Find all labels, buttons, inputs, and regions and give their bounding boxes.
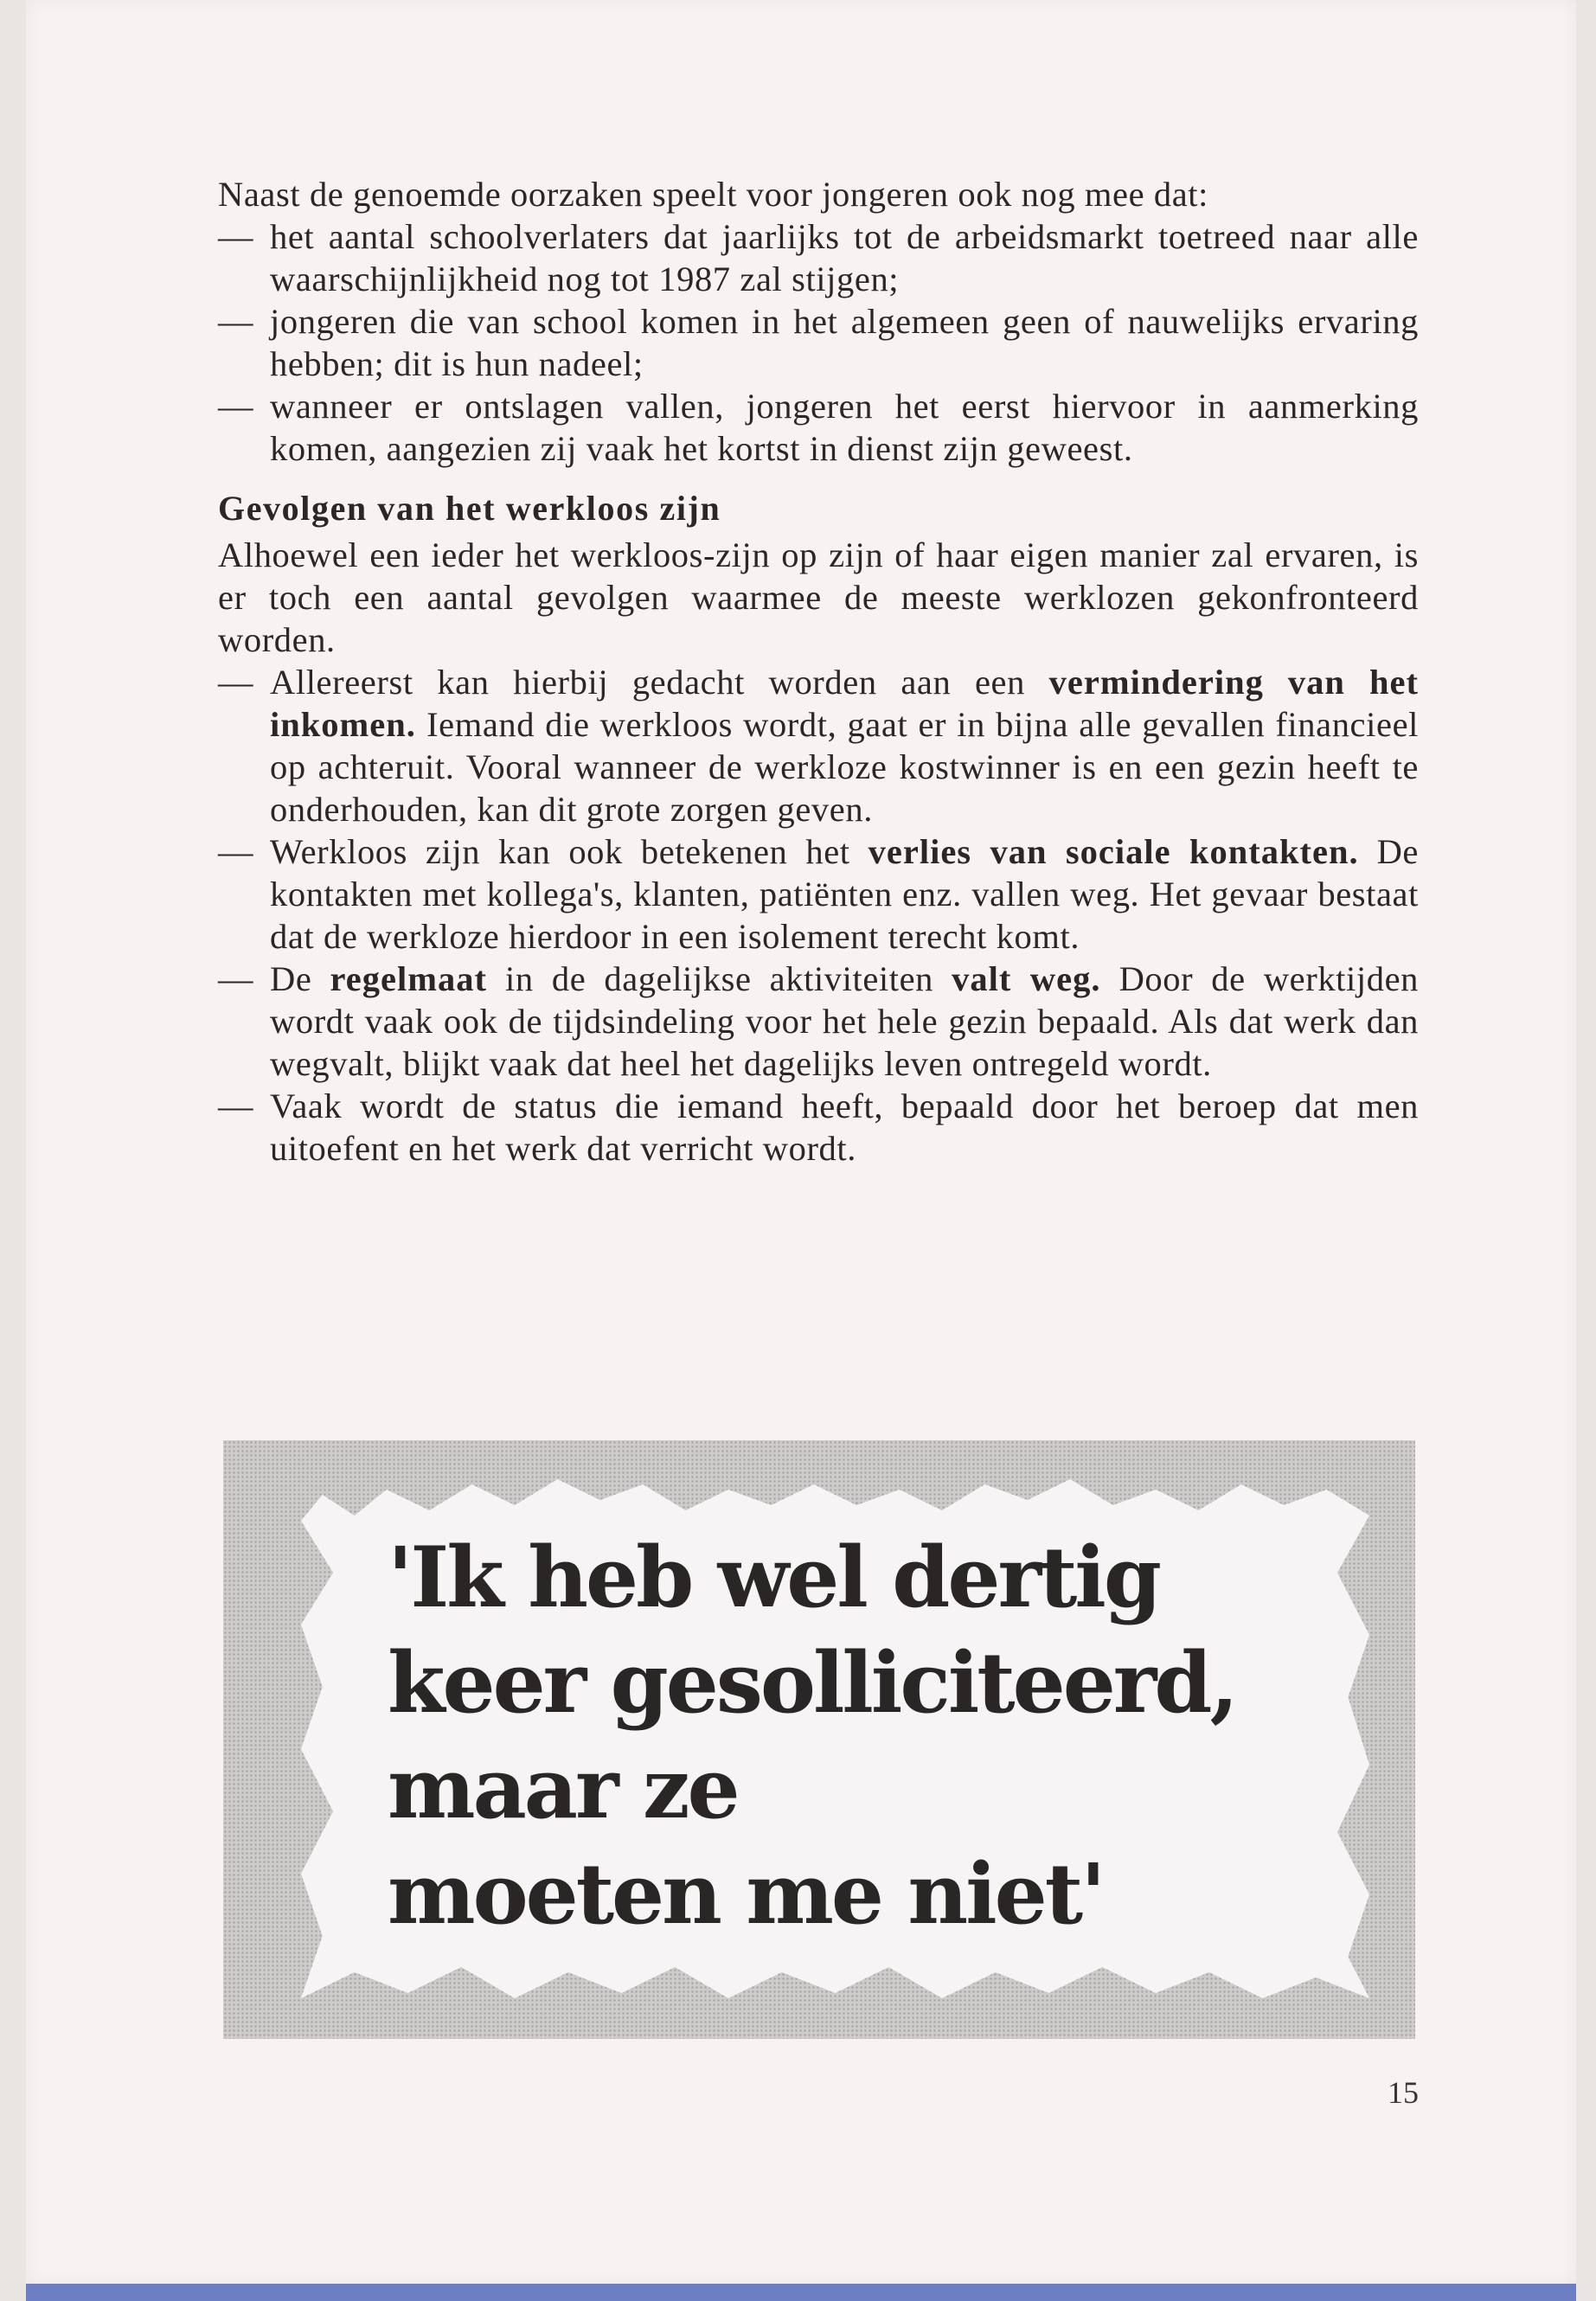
quote-line: maar ze [388, 1740, 738, 1837]
list-item-text: wanneer er ontslagen vallen, jongeren het eerst hiervoor in aanmerking komen, aangezien zij vaak het kortst in dienst zijn geweest. [270, 387, 1419, 468]
page-number: 15 [1388, 2075, 1419, 2110]
list-item-text: De [270, 959, 330, 998]
dash-bullet: — [218, 217, 254, 256]
list-item-text: Door de werktijden wordt vaak ook de tijdsindeling voor het hele gezin bepaald. Als dat werk dan wegvalt, blijkt vaak dat heel het dagelijks leven ontregeld wordt. [270, 959, 1420, 1083]
key-term: vermindering van het inkomen. [270, 663, 1419, 744]
quote-line: keer gesolliciteerd, [388, 1634, 1236, 1732]
dash-bullet: — [218, 302, 254, 341]
section-intro-paragraph: Alhoewel een ieder het werkloos-zijn op zijn of haar eigen manier zal ervaren, is er toch een aantal gevolgen waarmee de meeste werklozen gekonfronteerd worden. [218, 535, 1419, 659]
consequences-list [218, 661, 1419, 1170]
key-term: regelmaat [330, 959, 487, 998]
list-item-text: het aantal schoolverlaters dat jaarlijks tot de arbeidsmarkt toetreed naar alle waarschijnlijkheid nog tot 1987 zal stijgen; [270, 217, 1419, 298]
list-item-text: Allereerst kan hierbij gedacht worden aan een [270, 663, 1049, 702]
dash-bullet: — [218, 387, 254, 426]
list-item [218, 385, 1419, 470]
list-item-text: De kontakten met kollega's, klanten, patiënten enz. vallen weg. Het gevaar bestaat dat de werkloze hierdoor in een isolement terecht komt. [270, 832, 1419, 956]
page-content [218, 173, 1419, 1170]
dash-bullet: — [218, 1086, 254, 1125]
pull-quote [388, 1525, 1356, 1947]
list-item [218, 958, 1419, 1085]
quote-line: moeten me niet' [388, 1845, 1104, 1943]
list-item [218, 1085, 1419, 1170]
intro-paragraph: Naast de genoemde oorzaken speelt voor jongeren ook nog mee dat: [218, 175, 1209, 214]
dash-bullet: — [218, 959, 254, 998]
section-heading: Gevolgen van het werkloos zijn [218, 489, 721, 528]
list-item [218, 300, 1419, 385]
list-item-text: jongeren die van school komen in het algemeen geen of nauwelijks ervaring hebben; dit is hun nadeel; [270, 302, 1419, 383]
list-item [218, 830, 1419, 958]
causes-list [218, 215, 1419, 470]
key-term: valt weg. [952, 959, 1101, 998]
bottom-edge-strip [26, 2284, 1576, 2301]
list-item-text: in de dagelijkse aktiviteiten [486, 959, 952, 998]
list-item-text: Vaak wordt de status die iemand heeft, bepaald door het beroep dat men uitoefent en het werk dat verricht wordt. [270, 1086, 1419, 1168]
dash-bullet: — [218, 832, 254, 871]
list-item-text: Werkloos zijn kan ook betekenen het [270, 832, 869, 871]
list-item [218, 215, 1419, 300]
quote-line: 'Ik heb wel dertig [388, 1529, 1159, 1626]
list-item-text: Iemand die werkloos wordt, gaat er in bijna alle gevallen financieel op achteruit. Vooral wanneer de werkloze kostwinner is en een gezin heeft te onderhouden, kan dit grote zorgen geven. [270, 705, 1419, 829]
key-term: verlies van sociale kontakten. [868, 832, 1359, 871]
list-item [218, 661, 1419, 830]
quote-illustration [223, 1440, 1415, 2039]
dash-bullet: — [218, 663, 254, 702]
